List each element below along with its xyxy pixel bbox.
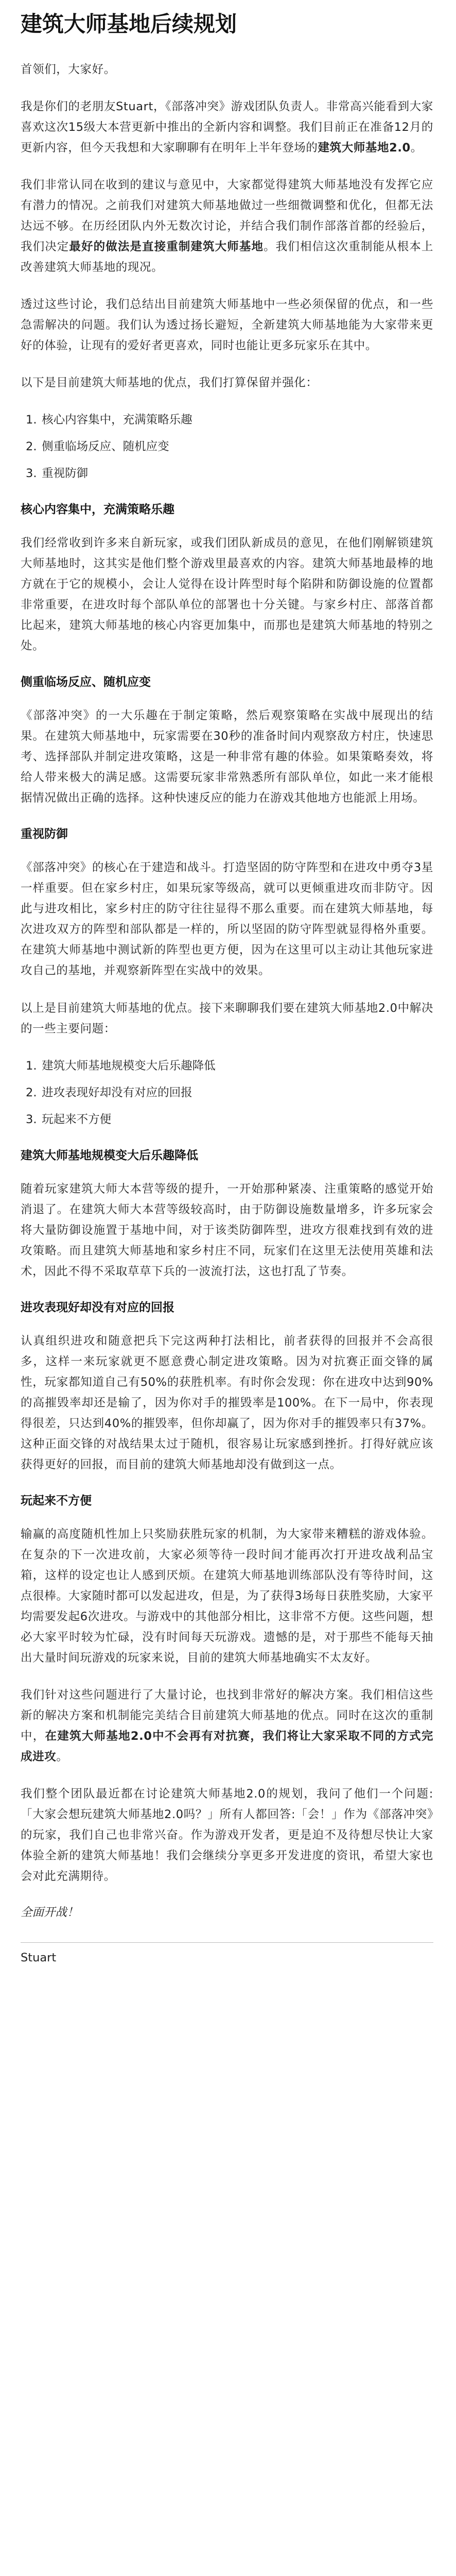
- signoff: 全面开战！: [21, 1906, 79, 1920]
- section-heading: 重视防御: [21, 827, 68, 841]
- intro-paragraph: 我是你们的老朋友Stuart，《部落冲突》游戏团队负责人。非常高兴能看到大家喜欢这次15级大本营更新中推出的全新内容和调整。我们目前正在准备12月的更新内容，但今天我想和大家聊聊有在明年上半年登场的建筑大师基地2.0。: [21, 99, 433, 155]
- paragraph-solution: 我们针对这些问题进行了大量讨论，也找到非常好的解决方案。我们相信这些新的解决方案和机制能完美结合目前建筑大师基地的优点。同时在这次的重制中，在建筑大师基地2.0中不会再有对抗赛，我们将让大家采取不同的方式完成进攻。: [21, 1688, 433, 1764]
- author-signature: Stuart: [21, 1951, 57, 1965]
- highlight-text: 最好的做法是直接重制建筑大师基地: [69, 240, 264, 253]
- paragraph-summary: 透过这些讨论，我们总结出目前建筑大师基地中一些必须保留的优点，和一些急需解决的问题。我们认为透过扬长避短，全新建筑大师基地能为大家带来更好的体验，让现有的爱好者更喜欢，同时也能让更多玩家乐在其中。: [21, 298, 433, 353]
- list-item: 3. 玩起来不方便: [26, 1112, 112, 1126]
- section-heading: 玩起来不方便: [21, 1494, 92, 1507]
- divider: [21, 1942, 433, 1943]
- problems-list: [21, 1056, 433, 1130]
- section-heading: 进攻表现好却没有对应的回报: [21, 1300, 174, 1314]
- list-item: 3. 重视防御: [26, 467, 89, 481]
- greeting: 首领们，大家好。: [21, 62, 116, 76]
- section-paragraph: 《部落冲突》的一大乐趣在于制定策略，然后观察策略在实战中展现出的结果。在建筑大师基地中，玩家需要在30秒的准备时间内观察敌方村庄，快速思考、选择部队并制定进攻策略，这是一种非常有趣的体验。如果策略奏效，将给人带来极大的满足感。这需要玩家非常熟悉所有部队单位，如此一来才能根据情况做出正确的选择。这种快速反应的能力在游戏其他地方也能派上用场。: [21, 709, 433, 805]
- problems-intro: 以上是目前建筑大师基地的优点。接下来聊聊我们要在建筑大师基地2.0中解决的一些主要问题：: [21, 1001, 433, 1036]
- section-paragraph: 输赢的高度随机性加上只奖励获胜玩家的机制，为大家带来糟糕的游戏体验。在复杂的下一次进攻前，大家必须等待一段时间才能再次打开进攻战利品宝箱，这样的设定也让人感到厌烦。在建筑大师基地训练部队没有等待时间，这点很棒。大家随时都可以发起进攻，但是，为了获得3场每日获胜奖励，大家平均需要发起6次进攻。与游戏中的其他部分相比，这非常不方便。这些问题，想必大家平时较为忙碌，没有时间每天玩游戏。遗憾的是，对于那些不能每天抽出大量时间玩游戏的玩家来说，目前的建筑大师基地确实不太友好。: [21, 1527, 433, 1665]
- strengths-list: [21, 410, 433, 484]
- section-paragraph: 认真组织进攻和随意把兵下完这两种打法相比，前者获得的回报并不会高很多，这样一来玩家就更不愿意费心制定进攻策略。因为对抗赛正面交锋的属性，玩家都知道自己有50%的获胜机率。有时你会发现：你在进攻中达到90%的高摧毁率却还是输了，因为你对手的摧毁率是100%。在下一局中，你表现得很差，只达到40%的摧毁率，但你却赢了，因为你对手的摧毁率只有37%。这种正面交锋的对战结果太过于随机，很容易让玩家感到挫折。打得好就应该获得更好的回报，而目前的建筑大师基地却没有做到这一点。: [21, 1334, 433, 1471]
- list-item: 1. 建筑大师基地规模变大后乐趣降低: [26, 1059, 216, 1073]
- section-paragraph: 随着玩家建筑大师大本营等级的提升，一开始那种紧凑、注重策略的感觉开始消退了。在建筑大师大本营等级较高时，由于防御设施数量增多，许多玩家会将大量防御设施置于基地中间，对于该类防御阵型，进攻方很难找到有效的进攻策略。而且建筑大师基地和家乡村庄不同，玩家们在这里无法使用英雄和法术，因此不得不采取草草下兵的一波流打法，这也打乱了节奏。: [21, 1182, 433, 1278]
- section-paragraph: 《部落冲突》的核心在于建造和战斗。打造坚固的防守阵型和在进攻中勇夺3星一样重要。但在家乡村庄，如果玩家等级高，就可以更倾重进攻而非防守。因此与进攻相比，家乡村庄的防守往往显得不那么重要。而在建筑大师基地，每次进攻双方的阵型和部队都是一样的，所以坚固的防守阵型就显得格外重要。在建筑大师基地中测试新的阵型也更方便，因为在这里可以主动让其他玩家进攻自己的基地，并观察新阵型在实战中的效果。: [21, 861, 433, 978]
- paragraph-decision: 我们非常认同在收到的建议与意见中，大家都觉得建筑大师基地没有发挥它应有潜力的情况。之前我们对建筑大师基地做过一些细微调整和优化，但都无法达远不够。在历经团队内外无数次讨论，并结合我们制作部落首都的经验后，我们决定最好的做法是直接重制建筑大师基地。我们相信这次重制能从根本上改善建筑大师基地的现况。: [21, 178, 433, 274]
- page-title: 建筑大师基地后续规划: [21, 11, 237, 37]
- paragraph-closing: 我们整个团队最近都在讨论建筑大师基地2.0的规划，我问了他们一个问题:「大家会想玩建筑大师基地2.0吗？」所有人都回答:「会！」作为《部落冲突》的玩家，我们自己也非常兴奋。作为游戏开发者，更是迫不及待想尽快让大家体验全新的建筑大师基地！我们会继续分享更多开发进度的资讯，希望大家也会对此充满期待。: [21, 1787, 433, 1884]
- section-heading: 核心内容集中，充满策略乐趣: [21, 503, 174, 517]
- list-item: 2. 进攻表现好却没有对应的回报: [26, 1086, 192, 1099]
- strengths-intro: 以下是目前建筑大师基地的优点，我们打算保留并强化：: [21, 376, 318, 390]
- list-item: 1. 核心内容集中，充满策略乐趣: [26, 413, 192, 427]
- section-heading: 侧重临场反应、随机应变: [21, 675, 151, 689]
- list-item: 2. 侧重临场反应、随机应变: [26, 440, 169, 454]
- section-paragraph: 我们经常收到许多来自新玩家，或我们团队新成员的意见，在他们刚解锁建筑大师基地时，这其实是他们整个游戏里最喜欢的内容。建筑大师基地最棒的地方就在于它的规模小，会让人觉得在设计阵型时每个陷阱和防御设施的位置都非常重要，在进攻时每个部队单位的部署也十分关键。与家乡村庄、部落首都比起来，建筑大师基地的核心内容更加集中，而那也是建筑大师基地的特别之处。: [21, 536, 433, 653]
- highlight-text: 在建筑大师基地2.0中不会再有对抗赛，我们将让大家采取不同的方式完成进攻: [21, 1730, 433, 1764]
- section-heading: 建筑大师基地规模变大后乐趣降低: [21, 1148, 198, 1162]
- highlight-text: 建筑大师基地2.0: [318, 141, 411, 155]
